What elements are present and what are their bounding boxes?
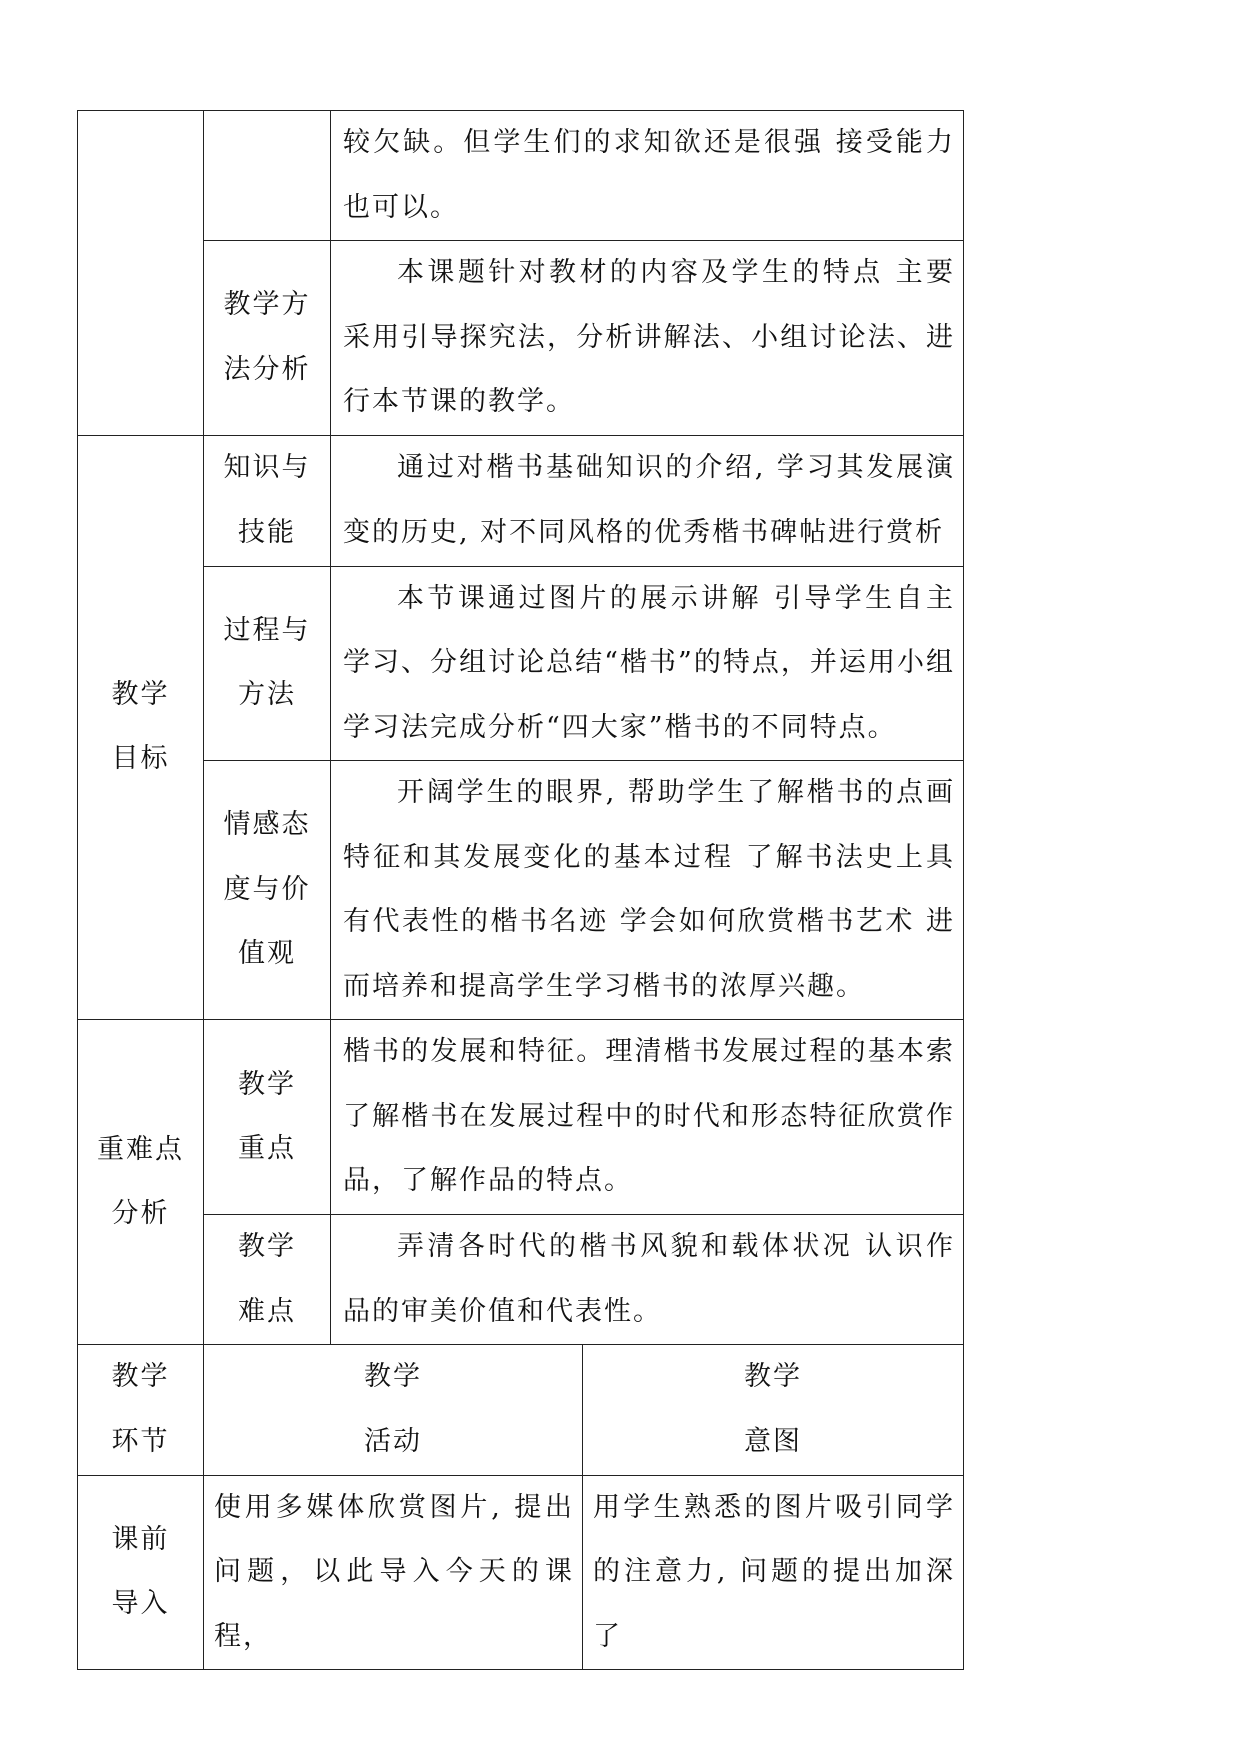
header-activity-label: 教学活动 — [364, 1361, 422, 1457]
table-row — [78, 1215, 964, 1345]
upper-table — [77, 110, 964, 1345]
content-cell — [331, 1020, 964, 1215]
table-row — [78, 435, 964, 566]
header-cell — [583, 1344, 964, 1475]
student-analysis-text: 较欠缺。但学生们的求知欲还是很强 接受能力也可以。 — [343, 127, 955, 223]
header-intent-label: 教学意图 — [744, 1361, 802, 1457]
sublabel-cell — [204, 566, 331, 761]
sublabel-cell — [204, 1020, 331, 1215]
difficult-point-text: 弄清各时代的楷书风貌和载体状况 认识作品的审美价值和代表性。 — [343, 1231, 955, 1327]
key-point-label: 教学重点 — [238, 1068, 296, 1164]
content-cell — [331, 761, 964, 1020]
emotion-values-label: 情感态度与价值观 — [223, 809, 311, 970]
key-point-text: 楷书的发展和特征。理清楷书发展过程的基本索了解楷书在发展过程中的时代和形态特征欣赏作品，了解作品的特点。 — [343, 1036, 955, 1197]
sublabel-cell — [204, 1215, 331, 1345]
process-method-label: 过程与方法 — [223, 614, 311, 711]
label-cell — [78, 435, 204, 1020]
key-difficult-label: 重难点分析 — [97, 1133, 184, 1229]
content-cell — [331, 435, 964, 566]
teaching-method-label: 教学方法分析 — [223, 289, 311, 385]
activity-intro-text: 使用多媒体欣赏图片, 提出问题，以此导入今天的课程， — [214, 1491, 574, 1652]
table-row — [78, 1344, 964, 1475]
intent-cell — [583, 1475, 964, 1670]
activity-cell — [204, 1475, 583, 1670]
process-method-text: 本节课通过图片的展示讲解 引导学生自主学习、分组讨论总结“楷书”的特点，并运用小组学习法完成分析“四大家”楷书的不同特点。 — [343, 582, 955, 743]
header-cell — [204, 1344, 583, 1475]
sublabel-cell — [204, 435, 331, 566]
teaching-goals-label: 教学目标 — [111, 678, 170, 775]
knowledge-skills-label: 知识与技能 — [223, 452, 311, 548]
content-cell — [331, 1215, 964, 1345]
emotion-values-text: 开阔学生的眼界, 帮助学生了解楷书的点画特征和其发展变化的基本过程 了解书法史上具有代表性的楷书名迹 学会如何欣赏楷书艺术 进而培养和提高学生学习楷书的浓厚兴趣。 — [343, 777, 955, 1002]
table-row — [78, 761, 964, 1020]
label-cell-empty — [78, 111, 204, 436]
table-row — [78, 1475, 964, 1670]
knowledge-skills-text: 通过对楷书基础知识的介绍, 学习其发展演变的历史, 对不同风格的优秀楷书碑帖进行赏析 — [343, 452, 955, 548]
content-cell — [331, 566, 964, 761]
difficult-point-label: 教学难点 — [238, 1231, 296, 1327]
content-cell — [331, 241, 964, 436]
table-row — [78, 111, 964, 241]
table-row — [78, 1020, 964, 1215]
header-cell — [78, 1344, 204, 1475]
table-row — [78, 566, 964, 761]
teaching-method-text: 本课题针对教材的内容及学生的特点 主要采用引导探究法，分析讲解法、小组讨论法、进行本节课的教学。 — [343, 257, 955, 417]
intent-intro-text: 用学生熟悉的图片吸引同学的注意力, 问题的提出加深了 — [593, 1491, 955, 1652]
table-row — [78, 241, 964, 436]
sublabel-cell-empty — [204, 111, 331, 241]
lower-table — [77, 1344, 964, 1671]
sublabel-cell — [204, 761, 331, 1020]
stage-cell — [78, 1475, 204, 1670]
content-cell — [331, 111, 964, 241]
stage-intro-label: 课前导入 — [111, 1523, 170, 1620]
header-stage-label: 教学环节 — [111, 1361, 170, 1457]
lesson-plan-table — [77, 110, 962, 1652]
sublabel-cell — [204, 241, 331, 436]
label-cell — [78, 1020, 204, 1345]
